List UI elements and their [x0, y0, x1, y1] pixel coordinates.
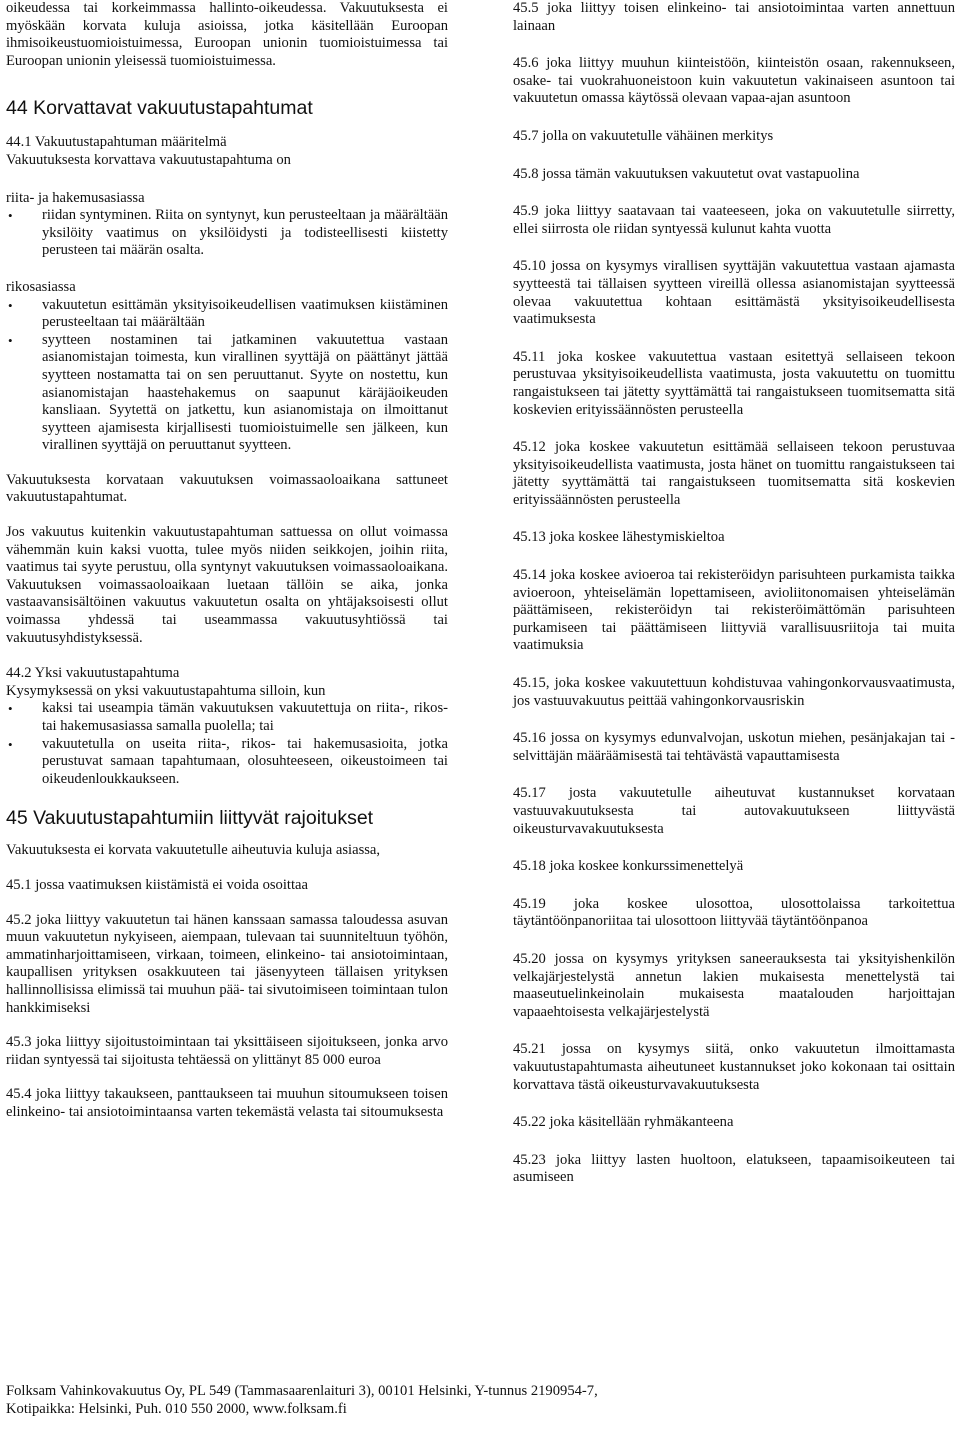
clause-45-7: 45.7 jolla on vakuutetulle vähäinen merkitys: [513, 127, 774, 144]
rikos-label: rikosasiassa: [6, 278, 76, 295]
section-44-2-text: Kysymyksessä on yksi vakuutustapahtuma silloin, kun: [6, 682, 326, 699]
rikos-bullet-2: • syytteen nostaminen tai jatkaminen vakuutettua vastaan asianomistajan toimesta, kun virallinen syyttäjä on päättänyt jättää syytteen nostamatta tai on sen peruuttanut. Syyte on nostettu, kun asianomistajan haastehakemus on saapunut käräjäoikeuden kansliaan. Syytettä on jatkettu, kun asianomistaja on ilmoittanut syytteen ajamisesta kirjallisesti tuomioistuimelle sen jälkeen, kun virallinen syyttäjä on peruuttanut syytteen.: [6, 332, 448, 455]
clause-45-16: 45.16 jossa on kysymys edunvalvojan, uskotun miehen, pesänjakajan tai -selvittäjän määräämisestä tai tehtävästä vapauttamisesta: [513, 730, 955, 764]
rikos-list: [6, 297, 448, 455]
section-44-1-title: 44.1 Vakuutustapahtuman määritelmä: [6, 134, 227, 151]
rikos-bullet-1: • vakuutetun esittämän yksityisoikeudellisen vaatimuksen kiistäminen perusteeltaan tai määrältään: [6, 297, 448, 332]
clause-45-9: 45.9 joka liittyy saatavaan tai vaateeseen, joka on vakuutetulle siirretty, ellei siirrosta ole riidan syntyessä kulunut kahta vuotta: [513, 203, 955, 237]
intro-paragraph: oikeudessa tai korkeimmassa hallinto-oikeudessa. Vakuutuksesta ei myöskään korvata kuluja asioissa, jotka käsitellään Euroopan ihmisoikeustuomioistuimessa, Euroopan unionin tuomioistuimessa tai Euroopan unionin yleisessä tuomioistuimessa.: [6, 0, 448, 69]
clause-45-3: 45.3 joka liittyy sijoitustoimintaan tai yksittäiseen sijoitukseen, jonka arvo riidan syntyessä tai sijoitusta tehtäessä on ylittänyt 85 000 euroa: [6, 1034, 448, 1068]
right-column: [513, 0, 955, 1207]
section-44-1-text: Vakuutuksesta korvattava vakuutustapahtuma on: [6, 151, 291, 168]
section-44-2-bullet-1: • kaksi tai useampia tämän vakuutuksen vakuutettuja on riita-, rikos- tai hakemusasiassa samalla puolella; tai: [6, 700, 448, 735]
clause-45-1: 45.1 jossa vaatimuksen kiistämistä ei voida osoittaa: [6, 876, 308, 893]
jos-paragraph: Jos vakuutus kuitenkin vakuutustapahtuman sattuessa on ollut voimassa vähemmän kuin kaksi vuotta, tulee myös niiden seikkojen, joihin riita, vaatimus tai syyte perustuu, olla syntynyt vakuutuksen voimassaoloaikana. Vakuutuksen voimassaoloaikaan luetaan tällöin se aika, jonka vastaavansisältöinen vakuutus vakuutetun osalta on yhtäjaksoisesti ollut voimassa yhdessä tai useammassa vakuutusyhtiössä tai vakuutusyhdistyksessä.: [6, 524, 448, 646]
clause-45-4: 45.4 joka liittyy takaukseen, panttaukseen tai muuhun sitoumukseen toisen elinkeino- tai ansiotoimintaansa varten tekemästä velasta tai sitoumuksesta: [6, 1086, 448, 1120]
clause-45-23: 45.23 joka liittyy lasten huoltoon, elatukseen, tapaamisoikeuteen tai asumiseen: [513, 1151, 955, 1186]
section-45-intro: Vakuutuksesta ei korvata vakuutetulle aiheutuvia kuluja asiassa,: [6, 842, 381, 859]
section-44-heading: 44 Korvattavat vakuutustapahtumat: [6, 97, 313, 120]
section-44-2-bullet-2: • vakuutetulla on useita riita-, rikos- tai hakemusasioita, jotka perustuvat samaan tapahtumaan, olosuhteeseen, oikeustoimeen tai oikeudenloukkaukseen.: [6, 736, 448, 789]
riita-list: [6, 207, 448, 260]
clause-45-11: 45.11 joka koskee vakuutettua vastaan esitettyä sellaiseen tekoon perustuvaa yksityisoikeudellista vaatimusta, josta vakuutettu on tuomittu rangaistukseen tai jätetty syyttämättä tai rangaistukseen tuomitsematta sitä koskevien erityissäännösten perusteella: [513, 348, 955, 418]
clause-45-12: 45.12 joka koskee vakuutetun esittämää sellaiseen tekoon perustuvaa yksityisoikeudellista vaatimusta, josta hänet on tuomittu rangaistukseen tai jätetty syyttämättä tai rangaistukseen tuomitsematta sitä koskevien erityissäännösten perusteella: [513, 439, 955, 508]
clause-45-21: 45.21 jossa on kysymys siitä, onko vakuutetun ilmoittamasta vakuutustapahtumasta aiheutuneet kustannukset joko kokonaan tai osittain korvattava tästä oikeusturvavakuutuksesta: [513, 1041, 955, 1093]
clause-45-17: 45.17 josta vakuutetulle aiheutuvat kustannukset korvataan vastuuvakuutuksesta tai autovakuutukseen liittyvästä oikeusturvavakuutuksesta: [513, 785, 955, 837]
section-44-2-title: 44.2 Yksi vakuutustapahtuma: [6, 665, 180, 682]
clause-45-10: 45.10 jossa on kysymys virallisen syyttäjän vakuutettua vastaan ajamasta syytteestä tai tällaisen syytteen vireillä ollessa asianomistajan syytteessä olevaa vakuutettua kohtaan esittämästä yksityisoikeudellisesta vaatimuksesta: [513, 258, 955, 328]
footer-line-2: Kotipaikka: Helsinki, Puh. 010 550 2000, www.folksam.fi: [6, 1401, 347, 1417]
section-44-2-list: [6, 700, 448, 788]
clause-45-6: 45.6 joka liittyy muuhun kiinteistöön, kiinteistön osaan, rakennukseen, osake- tai vuokrahuoneistoon kuin vakuutetun vakinaiseen asuntoon tai vakuutetun omassa käytössä olevaan vapaa-ajan asuntoon: [513, 55, 955, 107]
korvataan-paragraph: Vakuutuksesta korvataan vakuutuksen voimassaoloaikana sattuneet vakuutustapahtumat.: [6, 471, 448, 506]
riita-label: riita- ja hakemusasiassa: [6, 189, 145, 206]
clause-45-22: 45.22 joka käsitellään ryhmäkanteena: [513, 1114, 734, 1131]
left-column: [6, 0, 448, 1122]
clause-45-15: 45.15, joka koskee vakuutettuun kohdistuvaa vahingonkorvausvaatimusta, jos vastuuvakuutus peittää vahingonkorvausriskin: [513, 675, 955, 709]
page-footer: [6, 1382, 946, 1418]
clause-45-18: 45.18 joka koskee konkurssimenettelyä: [513, 858, 744, 875]
clause-45-14: 45.14 joka koskee avioeroa tai rekisteröidyn parisuhteen purkamista taikka avioeroon, yhteiselämän lopettamiseen, avioliitonomaisen yhteiselämän päättämiseen, rekisteröidyn tai rekisteröimättömän parisuhteen purkamiseen tai päättämiseen liittyviä varallisuusriitoja tai muita vaatimuksia: [513, 567, 955, 654]
clause-45-8: 45.8 jossa tämän vakuutuksen vakuutetut ovat vastapuolina: [513, 165, 860, 182]
clause-45-19: 45.19 joka koskee ulosottoa, ulosottolaissa tarkoitettua täytäntöönpanoriitaa tai ulosottoon liittyvää täytäntöönpanoa: [513, 895, 955, 930]
clause-45-20: 45.20 jossa on kysymys yrityksen saneerauksesta tai yksityishenkilön velkajärjestelystä annetun lakien mukaisesta menettelystä tai maaseutuelinkeinolain mukaisesta maatalouden harjoittajan vapaaehtoisesta velkajärjestelystä: [513, 950, 955, 1020]
footer-line-1: Folksam Vahinkovakuutus Oy, PL 549 (Tammasaarenlaituri 3), 00101 Helsinki, Y-tunnus 2190954-7,: [6, 1383, 598, 1399]
clause-45-13: 45.13 joka koskee lähestymiskieltoa: [513, 529, 725, 546]
section-45-heading: 45 Vakuutustapahtumiin liittyvät rajoitukset: [6, 807, 374, 830]
clause-45-2: 45.2 joka liittyy vakuutetun tai hänen kanssaan samassa taloudessa asuvan muun vakuutetun nykyiseen, aiempaan, tulevaan tai suunniteltuun työhön, ammatinharjoittamiseen, virkaan, toimeen, elinkeino- tai ansiotoimintaan, kaupallisen yrityksen osakkuuteen tai jäsenyyteen tällaisen yrityksen hallinnollisissa elimissä tai muuhun pää- tai sivutoimiseen toimintaan tulon hankkimiseksi: [6, 911, 448, 1016]
clause-45-5: 45.5 joka liittyy toisen elinkeino- tai ansiotoimintaa varten annettuun lainaan: [513, 0, 955, 34]
riita-bullet: • riidan syntyminen. Riita on syntynyt, kun perusteeltaan ja määrältään yksilöity vaatimus on yksilöidysti ja todisteellisesti kiistetty perusteen tai määrän osalta.: [6, 207, 448, 260]
